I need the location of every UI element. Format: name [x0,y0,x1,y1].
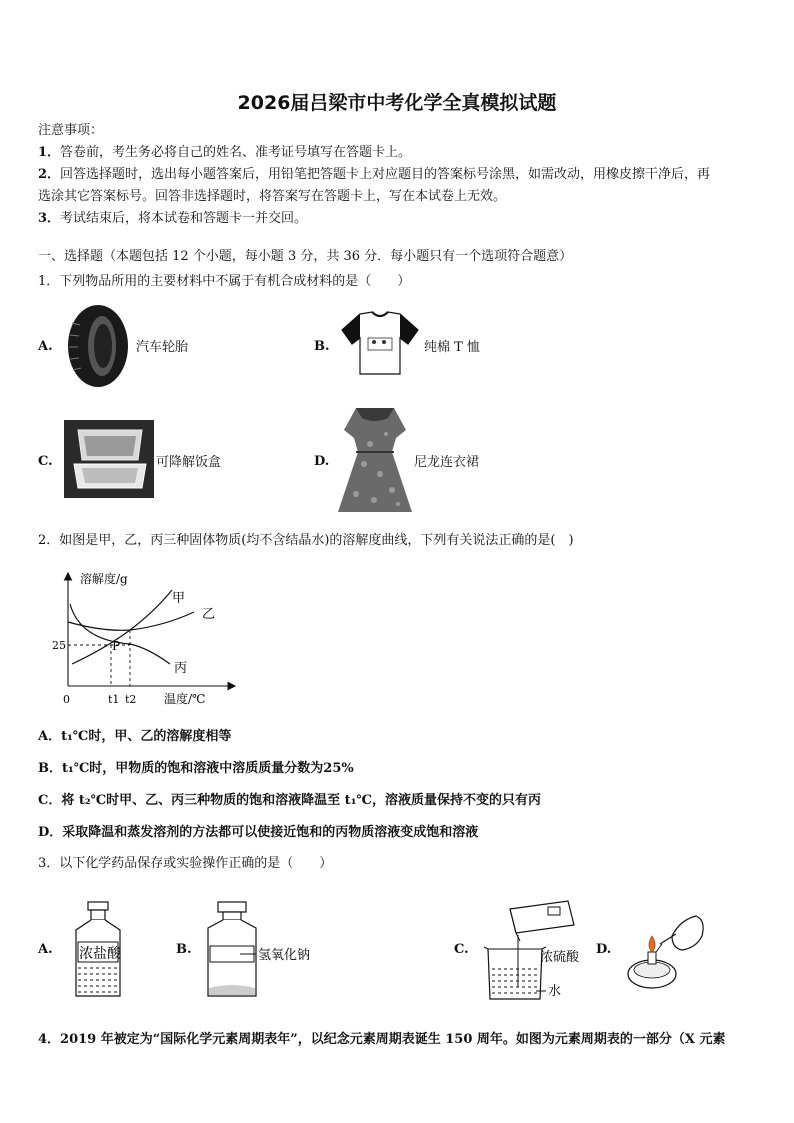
question-3-stem: 3．以下化学药品保存或实验操作正确的是（ ） [38,856,333,871]
dilution-image [476,895,596,1005]
series-label-yi: 乙 [202,607,216,622]
water-label: 水 [548,984,562,999]
option-text: 纯棉 T 恤 [424,340,480,355]
curve-bing [70,604,170,664]
bottle-label: 浓盐酸 [79,946,121,962]
curve-yi [68,612,194,630]
option-text: 可降解饭盒 [156,455,222,470]
notice-item: 选涂其它答案标号。回答非选择题时，将答案写在答题卡上，写在本试卷上无效。 [38,189,507,204]
reagent-bottle-image [68,900,128,1000]
acid-label: 浓硫酸 [540,950,580,965]
option: B．t₁℃时，甲物质的饱和溶液中溶质质量分数为25% [38,761,354,776]
tire-image [62,303,134,389]
section-heading: 一、选择题（本题包括 12 个小题，每小题 3 分，共 36 分．每小题只有一个选项符合题意） [38,249,573,264]
dress-image [336,404,414,516]
x-tick-t2: t2 [125,693,137,706]
question-4-stem: 4．2019 年被定为“国际化学元素周期表年”，以纪念元素周期表诞生 150 周年。如图为元素周期表的一部分（X 元素 [38,1032,726,1047]
option-letter: B. [176,942,192,957]
y-tick-label: 25 [52,639,66,652]
reagent-bottle-image [204,900,334,1000]
alcohol-lamp-image [622,906,708,996]
tshirt-image [338,308,422,378]
question-2-stem: 2．如图是甲，乙，丙三种固体物质(均不含结晶水)的溶解度曲线，下列有关说法正确的是( ) [38,533,574,548]
option-letter: D. [314,454,330,469]
option: A．t₁℃时，甲、乙的溶解度相等 [38,729,232,744]
option: C．将 t₂℃时甲、乙、丙三种物质的饱和溶液降温至 t₁℃，溶液质量保持不变的只有丙 [38,793,541,808]
option-text: 尼龙连衣裙 [414,455,480,470]
bottle-label: 氢氧化钠 [258,948,311,963]
option-letter: A. [38,942,53,957]
notice-heading: 注意事项： [38,123,104,138]
option-letter: A. [38,339,53,354]
solubility-graph [44,564,244,712]
notice-item: 1．答卷前，考生务必将自己的姓名、准考证号填写在答题卡上。 [38,145,412,160]
question-1-stem: 1．下列物品所用的主要材料中不属于有机合成材料的是（ ） [38,274,411,289]
option-letter: D. [596,942,612,957]
y-axis-label: 溶解度/g [80,572,128,586]
notice-item: 3．考试结束后，将本试卷和答题卡一并交回。 [38,211,308,226]
series-label-jia: 甲 [172,591,186,606]
option-letter: C. [38,454,53,469]
option-text: 汽车轮胎 [136,340,189,355]
origin-label: 0 [63,693,70,706]
x-axis-label: 温度/℃ [164,692,206,706]
option-letter: B. [314,339,330,354]
series-label-bing: 丙 [174,661,188,676]
point-p-label: P [112,639,121,653]
notice-item: 2．回答选择题时，选出每小题答案后，用铅笔把答题卡上对应题目的答案标号涂黑，如需改动，用橡皮擦干净后，再 [38,167,711,182]
lunchbox-image [64,420,154,498]
option-letter: C. [454,942,469,957]
x-tick-t1: t1 [108,693,120,706]
page-title: 2026届吕梁市中考化学全真模拟试题 [237,92,557,114]
option: D．采取降温和蒸发溶剂的方法都可以使接近饱和的丙物质溶液变成饱和溶液 [38,825,479,840]
